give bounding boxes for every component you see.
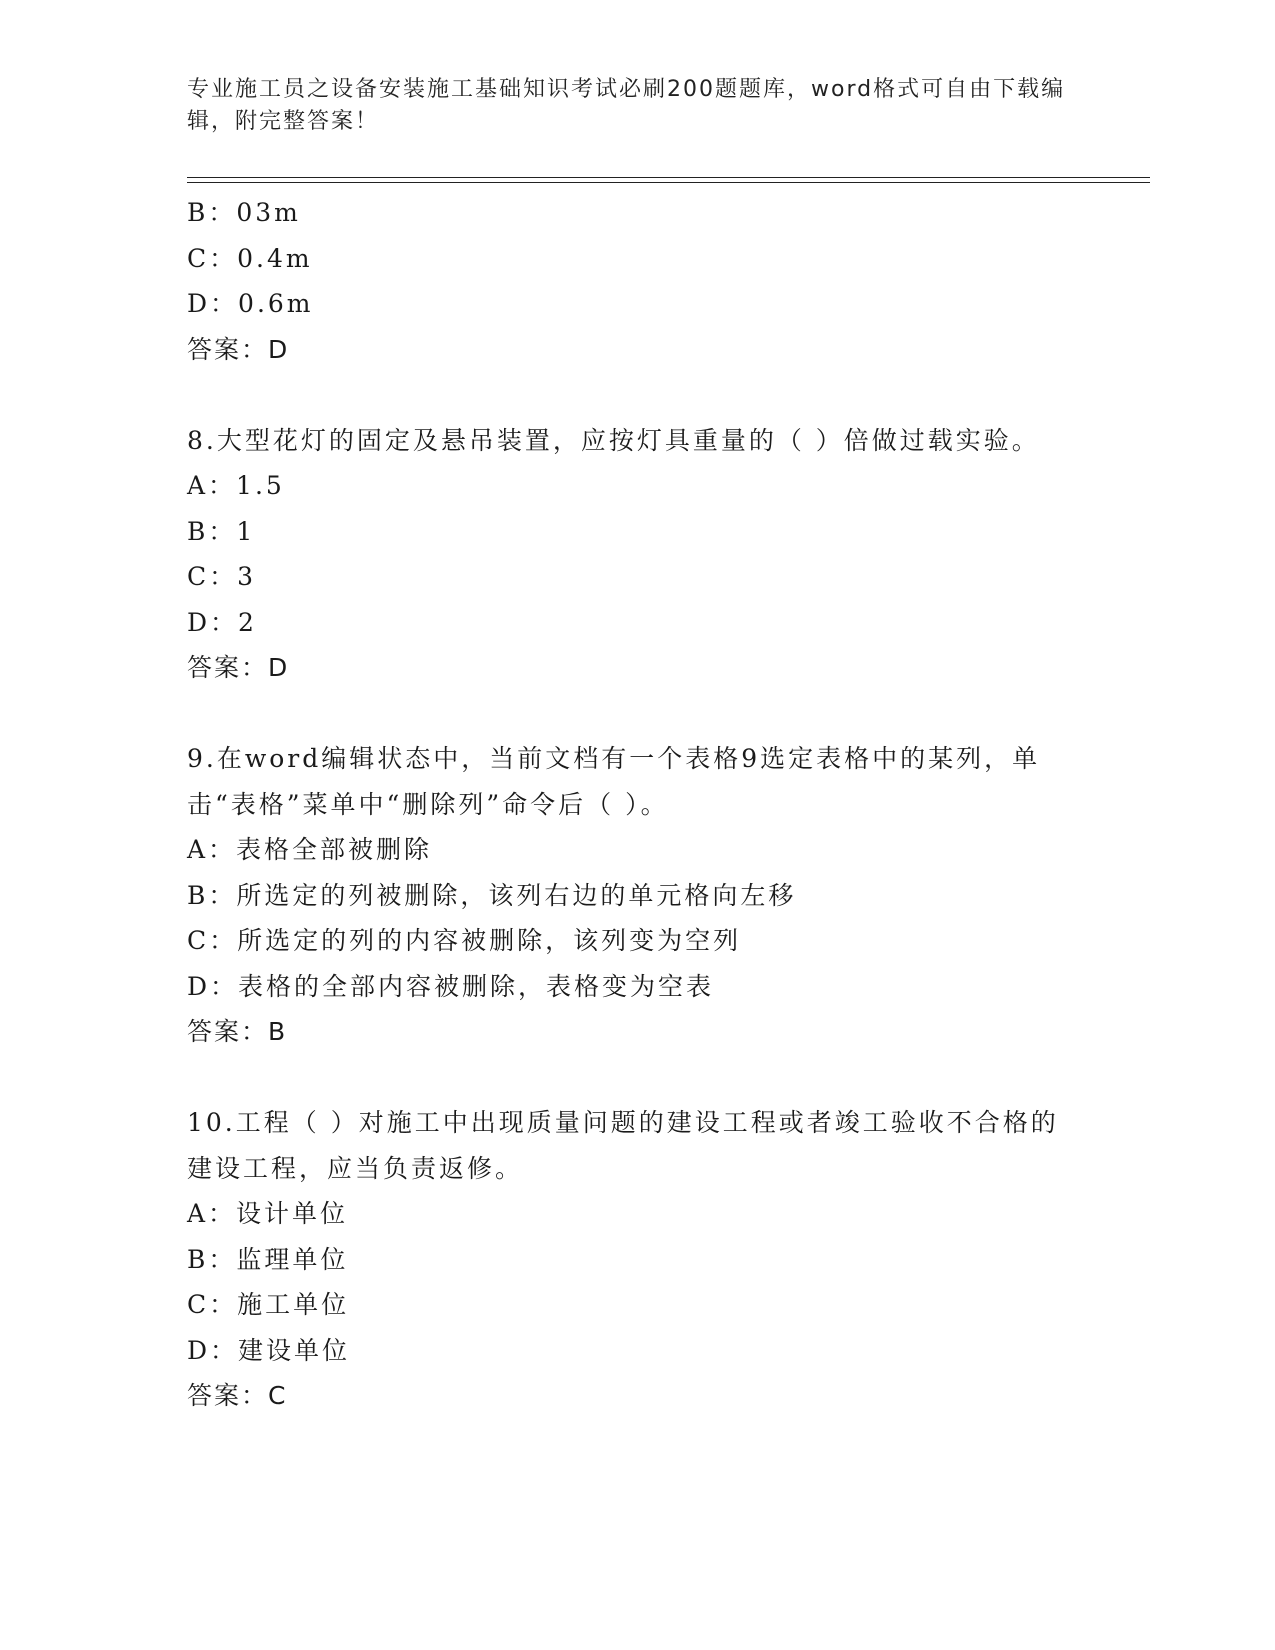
option-a: A：设计单位 — [187, 1199, 349, 1228]
option-b: B：所选定的列被删除，该列右边的单元格向左移 — [187, 880, 797, 910]
header-divider — [187, 182, 1150, 183]
answer-text: 答案：C — [187, 1381, 288, 1410]
answer-text: 答案：D — [187, 653, 290, 682]
question-block-7 — [187, 190, 1087, 372]
option-c: C：所选定的列的内容被删除，该列变为空列 — [187, 926, 742, 955]
option-d: D：2 — [187, 607, 257, 637]
question-block-9 — [187, 736, 1087, 1055]
option-d: D：建设单位 — [187, 1335, 351, 1365]
answer-text: 答案：B — [187, 1017, 288, 1046]
option-c: C：3 — [187, 562, 257, 591]
option-d: D：表格的全部内容被删除，表格变为空表 — [187, 971, 715, 1001]
question-list — [187, 190, 1087, 1419]
option-c: C：施工单位 — [187, 1290, 350, 1319]
option-b: B：03m — [187, 198, 301, 227]
question-text: 9.在word编辑状态中，当前文档有一个表格9选定表格中的某列，单击“表格”菜单中“删除列”命令后（ ）。 — [187, 744, 1041, 819]
option-a: A：表格全部被删除 — [187, 835, 433, 864]
option-a: A：1.5 — [187, 471, 285, 500]
page-header-title: 专业施工员之设备安装施工基础知识考试必刷200题题库，word格式可自由下载编辑，附完整答案！ — [187, 77, 1066, 134]
question-block-8 — [187, 418, 1087, 691]
option-b: B：监理单位 — [187, 1244, 349, 1274]
option-b: B：1 — [187, 516, 256, 546]
spacer — [187, 1055, 1087, 1101]
header-divider — [187, 177, 1150, 178]
option-c: C：0.4m — [187, 243, 313, 273]
answer-text: 答案：D — [187, 334, 290, 364]
question-text: 10.工程（ ）对施工中出现质量问题的建设工程或者竣工验收不合格的建设工程，应当负责返修。 — [187, 1108, 1059, 1183]
option-d: D：0.6m — [187, 289, 314, 318]
question-block-10 — [187, 1100, 1087, 1419]
spacer — [187, 691, 1087, 737]
spacer — [187, 372, 1087, 418]
question-text: 8.大型花灯的固定及悬吊装置，应按灯具重量的（ ）倍做过载实验。 — [187, 425, 1040, 455]
